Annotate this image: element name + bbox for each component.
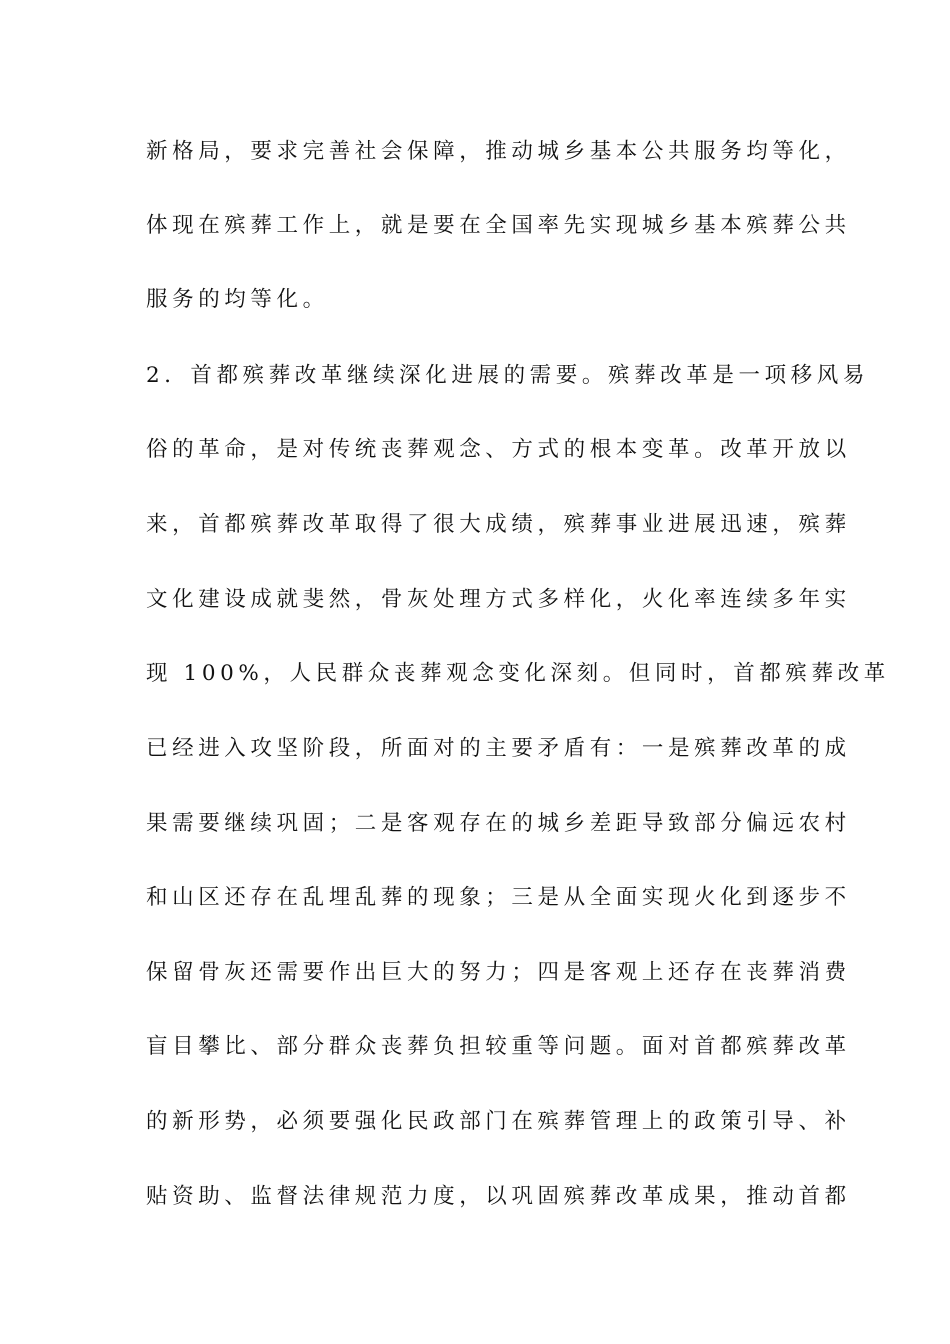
paragraph-start-line: 2．首都殡葬改革继续深化进展的需要。殡葬改革是一项移风易 <box>146 363 869 388</box>
text-line: 已经进入攻坚阶段，所面对的主要矛盾有：一是殡葬改革的成 <box>146 736 851 761</box>
text-line: 来，首都殡葬改革取得了很大成绩，殡葬事业进展迅速，殡葬 <box>146 512 851 537</box>
text-line: 现 100%，人民群众丧葬观念变化深刻。但同时，首都殡葬改革 <box>146 661 890 686</box>
text-line: 俗的革命，是对传统丧葬观念、方式的根本变革。改革开放以 <box>146 437 851 462</box>
text-line: 和山区还存在乱埋乱葬的现象；三是从全面实现火化到逐步不 <box>146 885 851 910</box>
text-line: 的新形势，必须要强化民政部门在殡葬管理上的政策引导、补 <box>146 1109 851 1134</box>
text-line: 贴资助、监督法律规范力度，以巩固殡葬改革成果，推动首都 <box>146 1184 851 1209</box>
text-line: 果需要继续巩固；二是客观存在的城乡差距导致部分偏远农村 <box>146 811 851 836</box>
text-line: 保留骨灰还需要作出巨大的努力；四是客观上还存在丧葬消费 <box>146 960 851 985</box>
text-line: 服务的均等化。 <box>146 287 329 312</box>
text-line: 新格局，要求完善社会保障，推动城乡基本公共服务均等化， <box>146 139 851 164</box>
text-line: 体现在殡葬工作上，就是要在全国率先实现城乡基本殡葬公共 <box>146 213 851 238</box>
text-line: 文化建设成就斐然，骨灰处理方式多样化，火化率连续多年实 <box>146 587 851 612</box>
text-line: 盲目攀比、部分群众丧葬负担较重等问题。面对首都殡葬改革 <box>146 1034 851 1059</box>
